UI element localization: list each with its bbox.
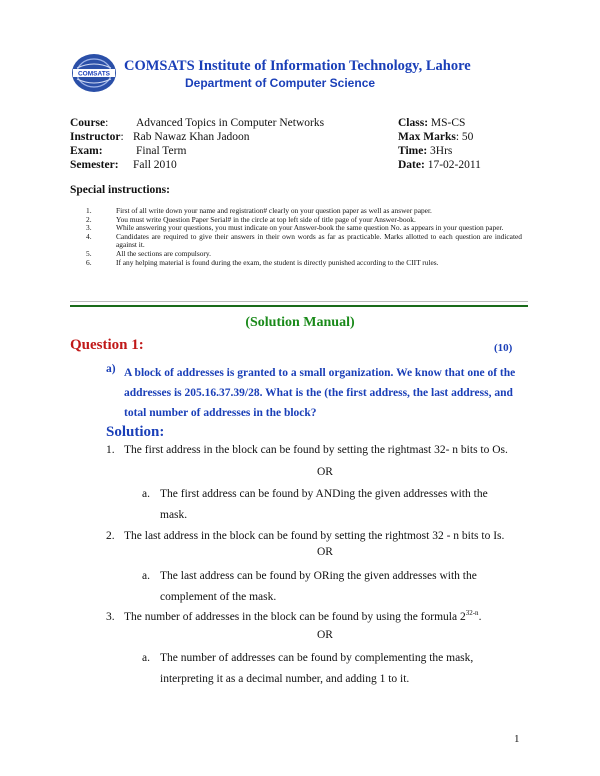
time-value: 3Hrs — [430, 145, 453, 157]
instruction-item: 2. You must write Question Paper Serial# in the circle at top left side of title page of your Answer-book. — [86, 214, 416, 224]
instructor-label: Instructor — [70, 131, 121, 143]
solution-manual-title: (Solution Manual) — [245, 315, 355, 330]
question-part-label: a) — [106, 363, 116, 375]
solution-item-3: The number of addresses in the block can be found by using the formula 2$^{32-n}$. — [124, 609, 482, 623]
divider-thin — [70, 301, 528, 302]
solution-item-2a-line2: complement of the mask. — [160, 591, 277, 603]
time-row — [398, 144, 452, 158]
institute-name: COMSATS Institute of Information Technology, Lahore — [124, 58, 471, 74]
page-number: 1 — [514, 733, 520, 745]
instructor-value: Rab Nawaz Khan Jadoon — [133, 131, 250, 143]
sub-item-label: a. — [142, 488, 150, 500]
comsats-logo-icon — [70, 52, 118, 94]
max-marks-label: Max Marks — [398, 131, 456, 143]
logo-text: COMSATS — [77, 70, 111, 78]
item-number: 2. — [106, 530, 115, 542]
sub-item-label: a. — [142, 652, 150, 664]
item-number: 3. — [106, 611, 115, 623]
date-value: 17-02-2011 — [427, 159, 481, 171]
or-divider: OR — [317, 546, 333, 558]
marks-row: Max Marks: 50 — [398, 131, 474, 143]
instructor-row: Instructor: — [70, 131, 124, 143]
question-marks: (10) — [494, 342, 513, 354]
or-divider: OR — [317, 466, 333, 478]
course-value: Advanced Topics in Computer Networks — [136, 117, 325, 129]
instructions-list — [86, 207, 522, 267]
instruction-item: 5. All the sections are compulsory. — [86, 248, 211, 258]
date-row — [398, 158, 481, 172]
max-marks-value: 50 — [461, 131, 474, 143]
or-divider: OR — [317, 629, 333, 641]
semester-value: Fall 2010 — [133, 159, 177, 171]
exam-value: Final Term — [136, 145, 187, 157]
instruction-item: 4. Candidates are required to give their answers in their own words as far as practicable. Marks allotted to each question are indicated against it. — [86, 231, 522, 250]
special-instructions-heading: Special instructions: — [70, 184, 170, 196]
class-value: MS-CS — [430, 117, 466, 129]
instruction-item: 6. If any helping material is found during the exam, the student is directly punished according to the CIIT rules. — [86, 257, 439, 267]
solution-item-2a-line1: The last address can be found by ORing the given addresses with the — [160, 570, 477, 582]
question-part-text: A block of addresses is granted to a small organization. We know that one of the addresses is 205.16.37.39/28. What is the (the first address, the last address, and total number of addresses in the block? — [124, 367, 516, 419]
instruction-item: 3. While answering your questions, you must indicate on your Answer-book the same question No. as appears in your question paper. — [86, 223, 504, 233]
course-row: Course: — [70, 117, 109, 129]
sub-item-label: a. — [142, 570, 150, 582]
department-name: Department of Computer Science — [185, 76, 376, 90]
question-title: Question 1: — [70, 337, 144, 353]
formula-exponent: 32-n — [465, 609, 479, 618]
solution-item-1a-line1: The first address can be found by ANDing the given addresses with the — [160, 488, 488, 500]
divider-thick — [70, 305, 528, 307]
solution-item-3a-line1: The number of addresses can be found by complementing the mask, — [160, 652, 474, 664]
solution-heading: Solution: — [106, 424, 165, 440]
solution-item-2: The last address in the block can be found by setting the rightmost 32 - n bits to Is. — [124, 530, 505, 542]
class-label: Class: — [398, 117, 429, 129]
solution-item-1a-line2: mask. — [160, 509, 188, 521]
semester-label: Semester: — [70, 159, 119, 171]
class-row — [398, 116, 465, 130]
solution-item-3a-line2: interpreting it as a decimal number, and adding 1 to it. — [160, 673, 410, 685]
instruction-item: 1. First of all write down your name and registration# clearly on your question paper as well as answer paper. — [86, 206, 432, 215]
course-label: Course — [70, 117, 106, 129]
exam-label: Exam: — [70, 145, 103, 157]
date-label: Date: — [398, 159, 425, 171]
time-label: Time: — [398, 145, 428, 157]
item-number: 1. — [106, 444, 115, 456]
solution-item-1: The first address in the block can be found by setting the rightmast 32- n bits to Os. — [124, 444, 508, 456]
